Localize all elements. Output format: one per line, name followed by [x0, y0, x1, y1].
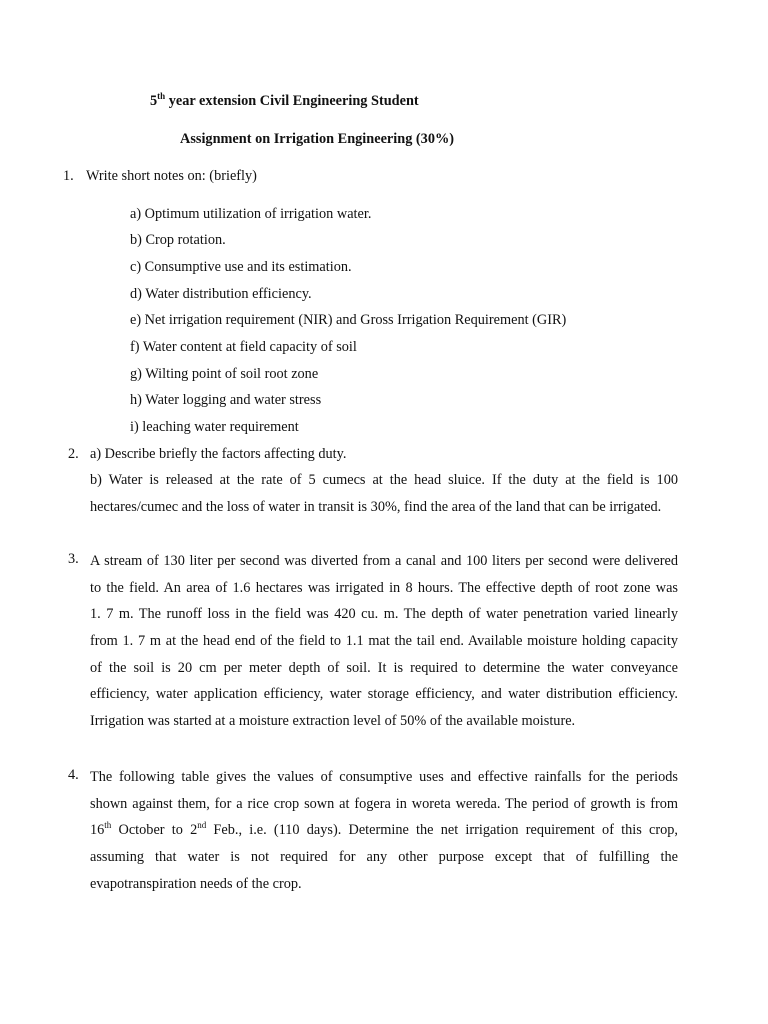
q2-number: 2. [68, 446, 79, 462]
q3-line: efficiency, water application efficiency, water storage efficiency, and water distribution efficiency. [90, 686, 678, 703]
q4-paragraph [90, 767, 678, 900]
q4-line-dates: 16th October to 2nd Feb., i.e. (110 days). Determine the net irrigation requirement of this crop, [90, 820, 678, 839]
q1-text: Write short notes on: (briefly) [86, 168, 257, 184]
q2-part-a: a) Describe briefly the factors affecting duty. [90, 446, 347, 462]
q3-number: 3. [68, 551, 79, 567]
q3-line: to the field. An area of 1.6 hectares was irrigated in 8 hours. The effective depth of root zone was [90, 579, 678, 596]
q3-line: A stream of 130 liter per second was diverted from a canal and 100 liters per second were delivered [90, 553, 678, 569]
q4-line: evapotranspiration needs of the crop. [90, 875, 302, 892]
q3-line: Irrigation was started at a moisture extraction level of 50% of the available moisture. [90, 713, 576, 730]
header-line-2: Assignment on Irrigation Engineering (30%) [180, 131, 455, 147]
q3-line: from 1. 7 m at the head end of the field to 1.1 mat the tail end. Available moisture holding capacity [90, 633, 678, 650]
q1-item-i: i) leaching water requirement [130, 419, 299, 435]
q3-paragraph [90, 551, 678, 738]
q2-b-line: hectares/cumec and the loss of water in transit is 30%, find the area of the land that can be irrigated. [90, 498, 662, 515]
q1-item-f: f) Water content at field capacity of soil [130, 339, 357, 355]
q1-item-b: b) Crop rotation. [130, 232, 226, 248]
q4-line: The following table gives the values of consumptive uses and effective rainfalls for the periods [90, 769, 678, 785]
q1-item-e: e) Net irrigation requirement (NIR) and Gross Irrigation Requirement (GIR) [130, 312, 567, 328]
q1-item-g: g) Wilting point of soil root zone [130, 366, 319, 382]
header-line-1: 5th year extension Civil Engineering Student [150, 91, 419, 109]
q3-line: 1. 7 m. The runoff loss in the field was 420 cu. m. The depth of water penetration varied linearly [90, 606, 678, 623]
q4-number: 4. [68, 767, 79, 783]
q3-line: of the soil is 20 cm per meter depth of soil. It is required to determine the water conveyance [90, 659, 678, 676]
q2-b-line: b) Water is released at the rate of 5 cumecs at the head sluice. If the duty at the field is 100 [90, 472, 678, 488]
q4-line: shown against them, for a rice crop sown at fogera in woreta wereda. The period of growth is from [90, 795, 678, 812]
q1-item-h: h) Water logging and water stress [130, 392, 322, 408]
q1-item-d: d) Water distribution efficiency. [130, 286, 312, 302]
q1-number: 1. [63, 168, 74, 184]
q2-part-b [90, 470, 678, 523]
q4-line: assuming that water is not required for any other purpose except that of fulfilling the [90, 849, 678, 866]
q1-item-a: a) Optimum utilization of irrigation water. [130, 206, 372, 222]
q1-item-c: c) Consumptive use and its estimation. [130, 259, 352, 275]
